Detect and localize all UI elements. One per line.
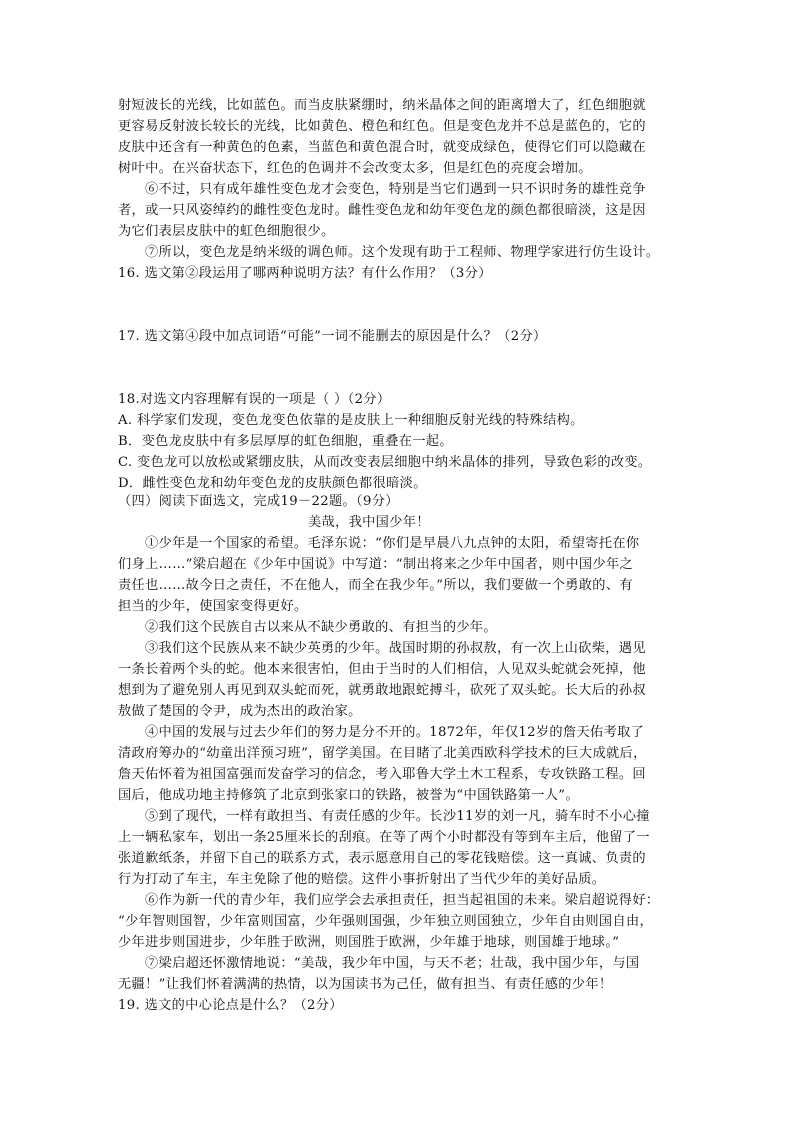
article-paragraph-3: 想到为了避免别人再见到双头蛇而死，就勇敢地跟蛇搏斗，砍死了双头蛇。长大后的孙叔	[118, 683, 646, 698]
question-18-option-b: B．变色龙皮肤中有多层厚厚的虹色细胞，重叠在一起。	[118, 434, 453, 449]
section-4-intro: （四）阅读下面选文，完成19－22题。（9分）	[118, 494, 399, 509]
text-line: 树叶中。在兴奋状态下，红色的色调并不会改变太多，但是红色的亮度会增加。	[118, 161, 592, 176]
article-paragraph-4: 詹天佑怀着为祖国富强而发奋学习的信念，考入耶鲁大学土木工程系，专攻铁路工程。回	[118, 767, 646, 782]
article-paragraph-6: ⑥作为新一代的青少年，我们应学会去承担责任，担当起祖国的未来。梁启超说得好：	[145, 893, 660, 908]
article-title: 美哉，我中国少年！	[308, 515, 430, 530]
article-paragraph-3: 敖做了楚国的令尹，成为杰出的政治家。	[118, 704, 362, 719]
text-line: 皮肤中还含有一种黄色的色素，当蓝色和黄色混合时，就变成绿色，使得它们可以隐藏在	[118, 140, 646, 155]
question-18: 18.对选文内容理解有误的一项是（ ）（2分）	[118, 392, 391, 407]
text-line: 射短波长的光线，比如蓝色。而当皮肤紧绷时，纳米晶体之间的距离增大了，红色细胞就	[118, 98, 646, 113]
question-18-option-c: C. 变色龙可以放松或紧绷皮肤，从而改变表层细胞中纳米晶体的排列，导致色彩的改变。	[118, 455, 652, 470]
article-paragraph-5: 上一辆私家车，划出一条25厘米长的刮痕。在等了两个小时都没有等到车主后，他留了一	[118, 830, 650, 845]
question-16: 16. 选文第②段运用了哪两种说明方法？有什么作用？（3分）	[118, 266, 492, 281]
article-paragraph-1: ①少年是一个国家的希望。毛泽东说：“你们是早晨八九点钟的太阳，希望寄托在你	[145, 536, 640, 551]
article-paragraph-7: ⑦梁启超还怀激情地说：“美哉，我少年中国，与天不老；壮哉，我中国少年，与国	[145, 956, 640, 971]
article-paragraph-5: 行为打动了车主，车主免除了他的赔偿。这件小事折射出了当代少年的美好品质。	[118, 872, 606, 887]
text-line: 更容易反射波长较长的光线，比如黄色、橙色和红色。但是变色龙并不总是蓝色的，它的	[118, 119, 646, 134]
article-paragraph-1: 担当的少年，使国家变得更好。	[118, 599, 308, 614]
article-paragraph-4: ④中国的发展与过去少年们的努力是分不开的。1872年，年仅12岁的詹天佑考取了	[145, 725, 645, 740]
article-paragraph-5: ⑤到了现代，一样有敢担当、有责任感的少年。长沙11岁的刘一凡，骑车时不小心撞	[145, 809, 650, 824]
article-paragraph-1: 们身上……”梁启超在《少年中国说》中写道：“制出将来之少年中国者，则中国少年之	[118, 557, 634, 572]
paragraph-6-line: ⑥不过，只有成年雄性变色龙才会变色，特别是当它们遇到一只不识时务的雄性竞争	[145, 182, 646, 197]
article-paragraph-4: 清政府筹办的“幼童出洋预习班”，留学美国。在目睹了北美西欧科学技术的巨大成就后，	[118, 746, 647, 761]
article-paragraph-3: ③我们这个民族从来不缺少英勇的少年。战国时期的孙叔敖，有一次上山砍柴，遇见	[145, 641, 646, 656]
article-paragraph-4: 国后，他成功地主持修筑了北京到张家口的铁路，被誉为“中国铁路第一人”。	[118, 788, 579, 803]
article-paragraph-7: 无疆！”让我们怀着满满的热情，以为国读书为己任，做有担当、有责任感的少年！	[118, 977, 613, 992]
question-18-option-d: D．雌性变色龙和幼年变色龙的皮肤颜色都很暗淡。	[118, 476, 427, 491]
article-paragraph-6: “少年智则国智，少年富则国富，少年强则国强，少年独立则国独立，少年自由则国自由，	[118, 914, 654, 929]
article-paragraph-2: ②我们这个民族自古以来从不缺少勇敢的、有担当的少年。	[145, 620, 497, 635]
article-paragraph-6: 少年进步则国进步，少年胜于欧洲，则国胜于欧洲，少年雄于地球，则国雄于地球。”	[118, 935, 620, 950]
paragraph-7-line: ⑦所以，变色龙是纳米级的调色师。这个发现有助于工程师、物理学家进行仿生设计。	[145, 245, 660, 260]
article-paragraph-5: 张道歉纸条，并留下自己的联系方式，表示愿意用自己的零花钱赔偿。这一真诚、负责的	[118, 851, 646, 866]
paragraph-6-line: 者，或一只风姿绰约的雌性变色龙时。雌性变色龙和幼年变色龙的颜色都很暗淡，这是因	[118, 203, 646, 218]
question-18-option-a: A. 科学家们发现，变色龙变色依靠的是皮肤上一种细胞反射光线的特殊结构。	[118, 413, 584, 428]
paragraph-6-line: 为它们表层皮肤中的虹色细胞很少。	[118, 224, 335, 239]
article-paragraph-1: 责任也……故今日之责任，不在他人，而全在我少年。”所以，我们要做一个勇敢的、有	[118, 578, 633, 593]
question-19: 19. 选文的中心论点是什么？（2分）	[118, 998, 343, 1013]
article-paragraph-3: 一条长着两个头的蛇。他本来很害怕，但由于当时的人们相信，人见双头蛇就会死掉，他	[118, 662, 646, 677]
question-17: 17. 选文第④段中加点词语“可能”一词不能删去的原因是什么？（2分）	[118, 329, 547, 344]
